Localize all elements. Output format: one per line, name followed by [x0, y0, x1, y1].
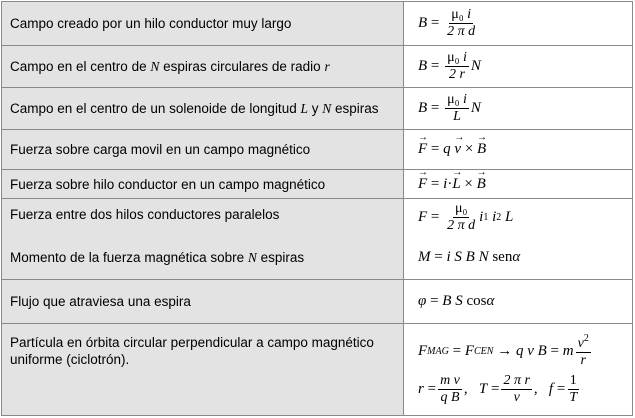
- symbol: L: [453, 109, 461, 124]
- symbol: S: [454, 249, 462, 265]
- label-text: r: [324, 58, 330, 74]
- symbol: i: [443, 175, 448, 192]
- symbol: =: [430, 141, 440, 157]
- label-text: Fuerza sobre carga movil en un campo magnético: [10, 142, 311, 157]
- row-formula: [404, 46, 632, 87]
- label-text: Partícula en órbita circular perpendicular a campo magnético uniforme (ciclotrón).: [10, 335, 374, 367]
- symbol: =: [430, 58, 440, 74]
- symbol: MAG: [427, 345, 449, 357]
- table-row: [2, 130, 632, 170]
- symbol: 1: [569, 373, 577, 388]
- label-text: Fuerza entre dos hilos conductores paralelos: [10, 207, 280, 222]
- label-text: Campo en el centro de un solenoide de longitud: [10, 100, 301, 116]
- symbol: B: [418, 58, 428, 74]
- symbol: i: [463, 50, 467, 65]
- symbol: B: [418, 15, 428, 31]
- symbol: q B: [440, 390, 460, 405]
- symbol: F: [418, 209, 428, 225]
- symbol: f: [548, 381, 554, 397]
- symbol: v: [513, 390, 520, 405]
- symbol: S: [455, 293, 463, 309]
- label-text: Momento de la fuerza magnética sobre: [10, 249, 248, 265]
- table-row: [2, 170, 632, 199]
- symbol: m: [562, 342, 574, 359]
- label-text: N: [150, 58, 160, 74]
- fraction: [445, 93, 469, 124]
- fraction: [567, 374, 579, 405]
- table-row: [2, 199, 632, 236]
- row-label: [2, 130, 404, 169]
- row-formula: [404, 236, 632, 279]
- symbol: =: [430, 100, 440, 116]
- row-label: [2, 236, 404, 279]
- symbol: =: [490, 381, 500, 397]
- row-label: [2, 280, 404, 323]
- symbol: F: [464, 342, 474, 359]
- symbol: N: [478, 249, 489, 265]
- symbol: 2: [583, 333, 589, 344]
- symbol: L: [505, 209, 514, 225]
- symbol: 2 r: [449, 67, 465, 82]
- symbol: μ₀: [447, 92, 460, 107]
- symbol: T: [478, 381, 488, 397]
- row-formula: [404, 170, 632, 198]
- symbol: B: [418, 100, 428, 116]
- label-text: N: [247, 249, 257, 265]
- table-row: [2, 236, 632, 280]
- symbol: → L: [452, 176, 460, 193]
- symbol: v: [577, 336, 584, 351]
- symbol: M: [418, 249, 431, 265]
- row-formula: [404, 130, 632, 169]
- symbol: φ: [418, 293, 427, 309]
- symbol: μ₀: [454, 201, 468, 216]
- symbol: α: [486, 293, 495, 309]
- symbol: =: [556, 381, 566, 397]
- symbol: F: [418, 342, 428, 359]
- symbol: μ₀: [451, 7, 464, 22]
- label-text: espiras: [256, 249, 305, 265]
- symbol: ·: [447, 175, 453, 192]
- symbol: v: [527, 342, 534, 359]
- table-row: [2, 280, 632, 324]
- fraction: [445, 51, 469, 82]
- symbol: i: [467, 7, 472, 22]
- symbol: → B: [477, 141, 486, 158]
- symbol: cos: [466, 293, 487, 309]
- symbol: i: [463, 92, 467, 107]
- label-text: Fuerza sobre hilo conductor en un campo magnético: [10, 176, 326, 192]
- symbol: 1: [483, 212, 489, 223]
- symbol: → v: [454, 141, 461, 158]
- symbol: B: [537, 342, 547, 359]
- label-text: N: [322, 100, 332, 116]
- symbol: B: [442, 293, 452, 309]
- symbol: N: [470, 100, 481, 116]
- label-text: espiras: [331, 100, 379, 116]
- symbol: =: [430, 15, 440, 31]
- row-formula: [404, 2, 632, 45]
- row-label: [2, 170, 404, 198]
- symbol: α: [512, 249, 521, 265]
- table-row: [2, 324, 632, 415]
- label-text: Flujo que atraviesa una espira: [10, 294, 191, 309]
- symbol: r: [580, 353, 586, 368]
- fraction: [445, 8, 477, 39]
- row-label: [2, 324, 404, 415]
- symbol: CEN: [473, 345, 494, 357]
- symbol: m v: [440, 373, 460, 388]
- row-formula: [404, 199, 632, 236]
- symbol: → F: [418, 141, 427, 158]
- symbol: q: [443, 141, 451, 157]
- label-text: Campo en el centro de: [10, 58, 151, 74]
- symbol: 2 π d: [447, 24, 476, 39]
- formula-table: [1, 1, 633, 416]
- label-text: Campo creado por un hilo conductor muy largo: [10, 16, 292, 31]
- symbol: 2 π r: [503, 373, 530, 388]
- symbol: =: [434, 249, 443, 265]
- row-formula: [404, 280, 632, 323]
- label-text: espiras circulares de radio: [159, 58, 325, 74]
- label-text: y: [307, 100, 323, 116]
- table-row: [2, 46, 632, 88]
- table-row: [2, 2, 632, 46]
- symbol: μ₀: [447, 50, 460, 65]
- symbol: → F: [418, 176, 427, 193]
- symbol: =: [452, 342, 462, 359]
- symbol: sen: [492, 249, 513, 265]
- row-formula: [404, 88, 632, 129]
- fraction: [438, 374, 462, 405]
- symbol: →: [497, 342, 513, 359]
- symbol: =: [550, 342, 559, 359]
- symbol: 2 π d: [447, 218, 476, 233]
- symbol: =: [430, 175, 440, 192]
- symbol: =: [430, 209, 440, 225]
- symbol: T: [569, 390, 578, 405]
- symbol: B: [465, 249, 475, 265]
- symbol: q: [515, 342, 524, 359]
- row-label: [2, 199, 404, 236]
- fraction: [445, 202, 477, 233]
- symbol: N: [470, 58, 481, 74]
- symbol: r: [418, 381, 424, 397]
- table-row: [2, 88, 632, 130]
- symbol: → B: [477, 176, 486, 193]
- symbol: i: [492, 209, 497, 225]
- row-label: [2, 88, 404, 129]
- symbol: =: [427, 381, 437, 397]
- symbol: i: [446, 249, 451, 265]
- row-label: [2, 46, 404, 87]
- fraction: [501, 374, 531, 405]
- symbol: i: [479, 209, 484, 225]
- symbol: ×: [464, 175, 473, 192]
- symbol: 2: [496, 212, 502, 223]
- row-formula: F MAG = F CEN → q v B = m $\frac{v^2}{r}$ r = $\frac{\text{m v}}{\text{q B}}$ , T = $\frac{\text{2 π r}}{v}$ , f = $\frac{1}{T}$: [404, 324, 632, 415]
- fraction: [576, 334, 591, 368]
- symbol: ×: [464, 141, 474, 157]
- row-label: [2, 2, 404, 45]
- symbol: =: [430, 293, 439, 309]
- label-text: L: [300, 100, 308, 116]
